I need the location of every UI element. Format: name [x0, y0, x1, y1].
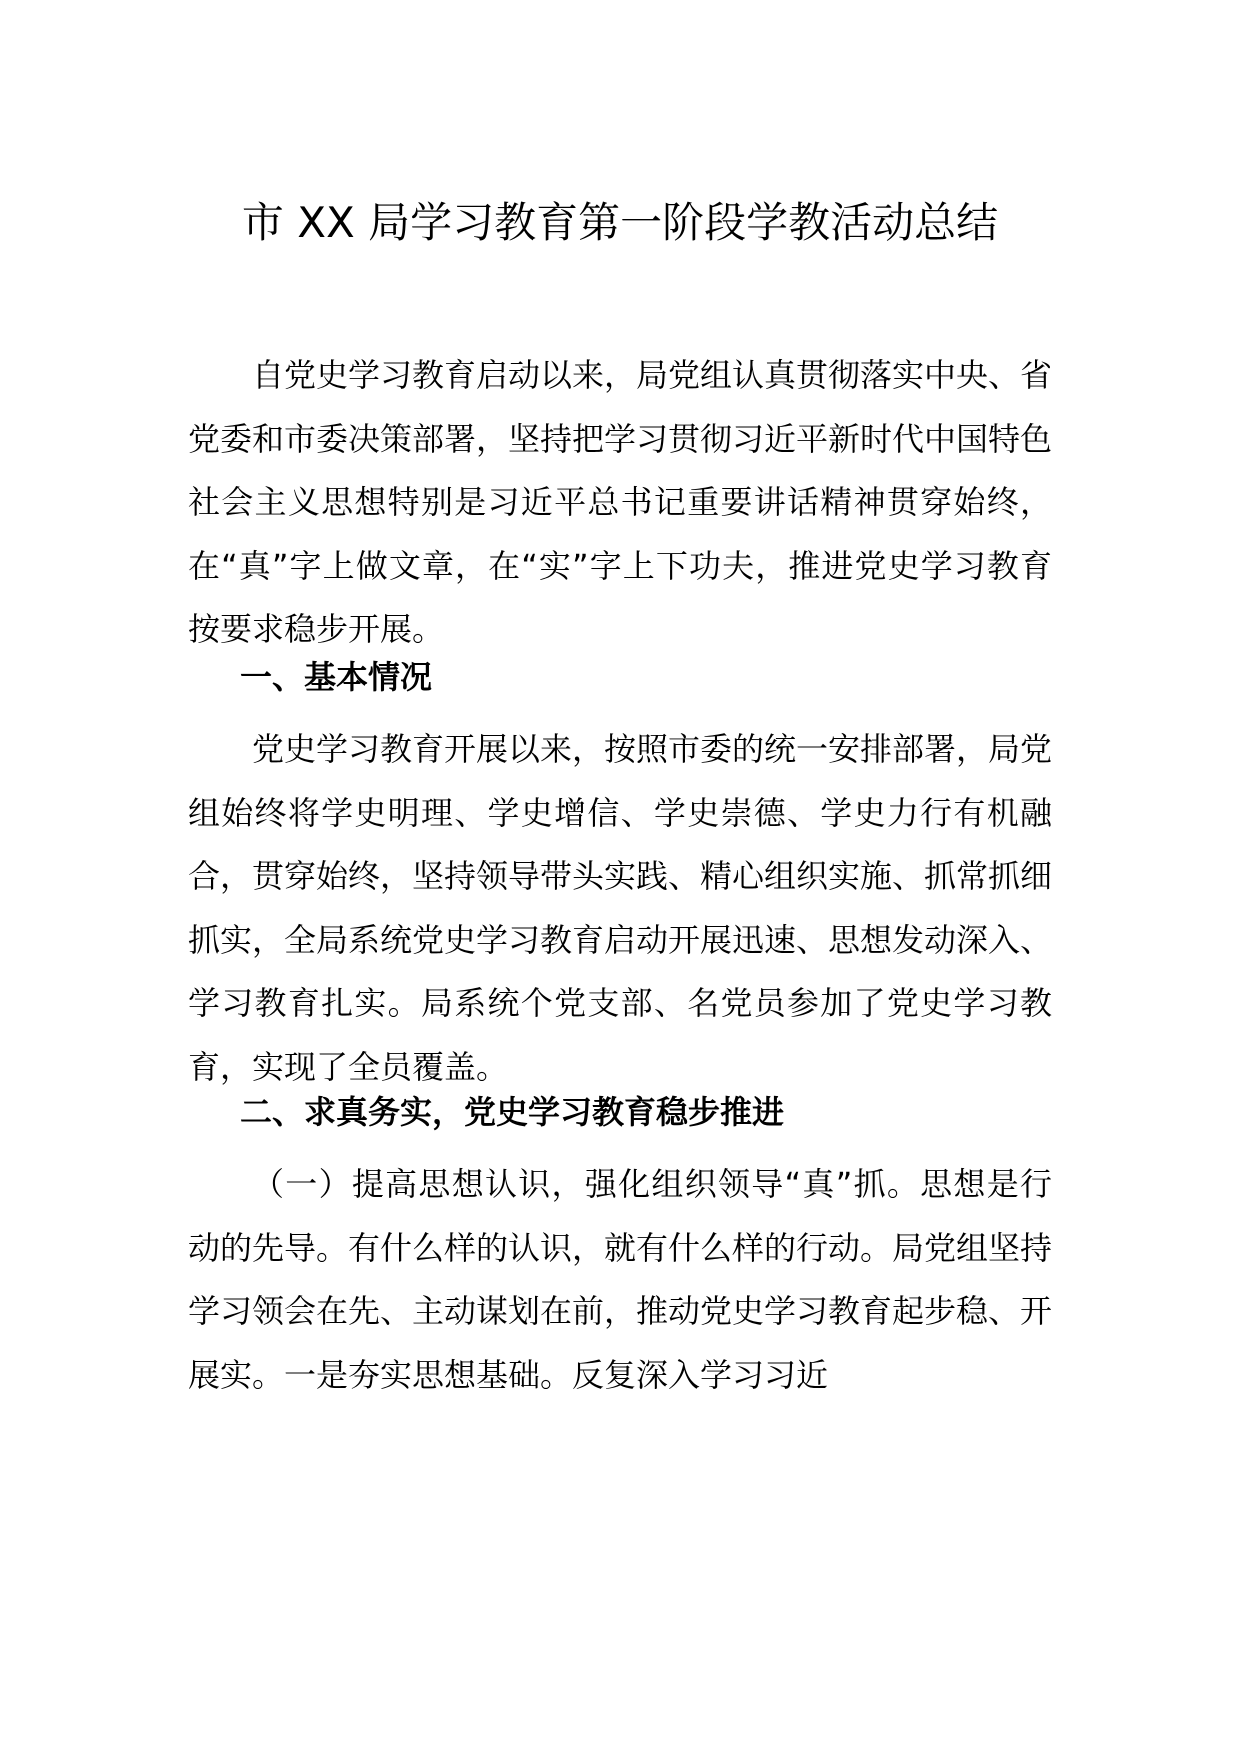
section1-paragraph: 党史学习教育开展以来，按照市委的统一安排部署，局党组始终将学史明理、学史增信、学史崇德、学史力行有机融合，贯穿始终，坚持领导带头实践、精心组织实施、抓常抓细抓实，全局系统党史学习教育启动开展迅速、思想发动深入、学习教育扎实。局系统个党支部、名党员参加了党史学习教育，实现了全员覆盖。 — [188, 730, 1053, 1086]
section2-paragraph: （一）提高思想认识，强化组织领导“真”抓。思想是行动的先导。有什么样的认识，就有什么样的行动。局党组坚持学习领会在先、主动谋划在前，推动党史学习教育起步稳、开展实。一是夯实思想基础。反复深入学习习近 — [188, 1165, 1053, 1394]
section2-block — [188, 1153, 1052, 1407]
intro-paragraph: 自党史学习教育启动以来，局党组认真贯彻落实中央、省党委和市委决策部署，坚持把学习贯彻习近平新时代中国特色社会主义思想特别是习近平总书记重要讲话精神贯穿始终，在“真”字上做文章，在“实”字上下功夫，推进党史学习教育按要求稳步开展。 — [188, 356, 1053, 648]
section-heading-progress: 二、求真务实，党史学习教育稳步推进 — [240, 1093, 785, 1131]
document-title: 市 XX 局学习教育第一阶段学教活动总结 — [241, 198, 999, 247]
intro-block — [188, 344, 1052, 662]
section-heading-basic-situation: 一、基本情况 — [240, 658, 433, 696]
section1-block — [188, 718, 1052, 1099]
